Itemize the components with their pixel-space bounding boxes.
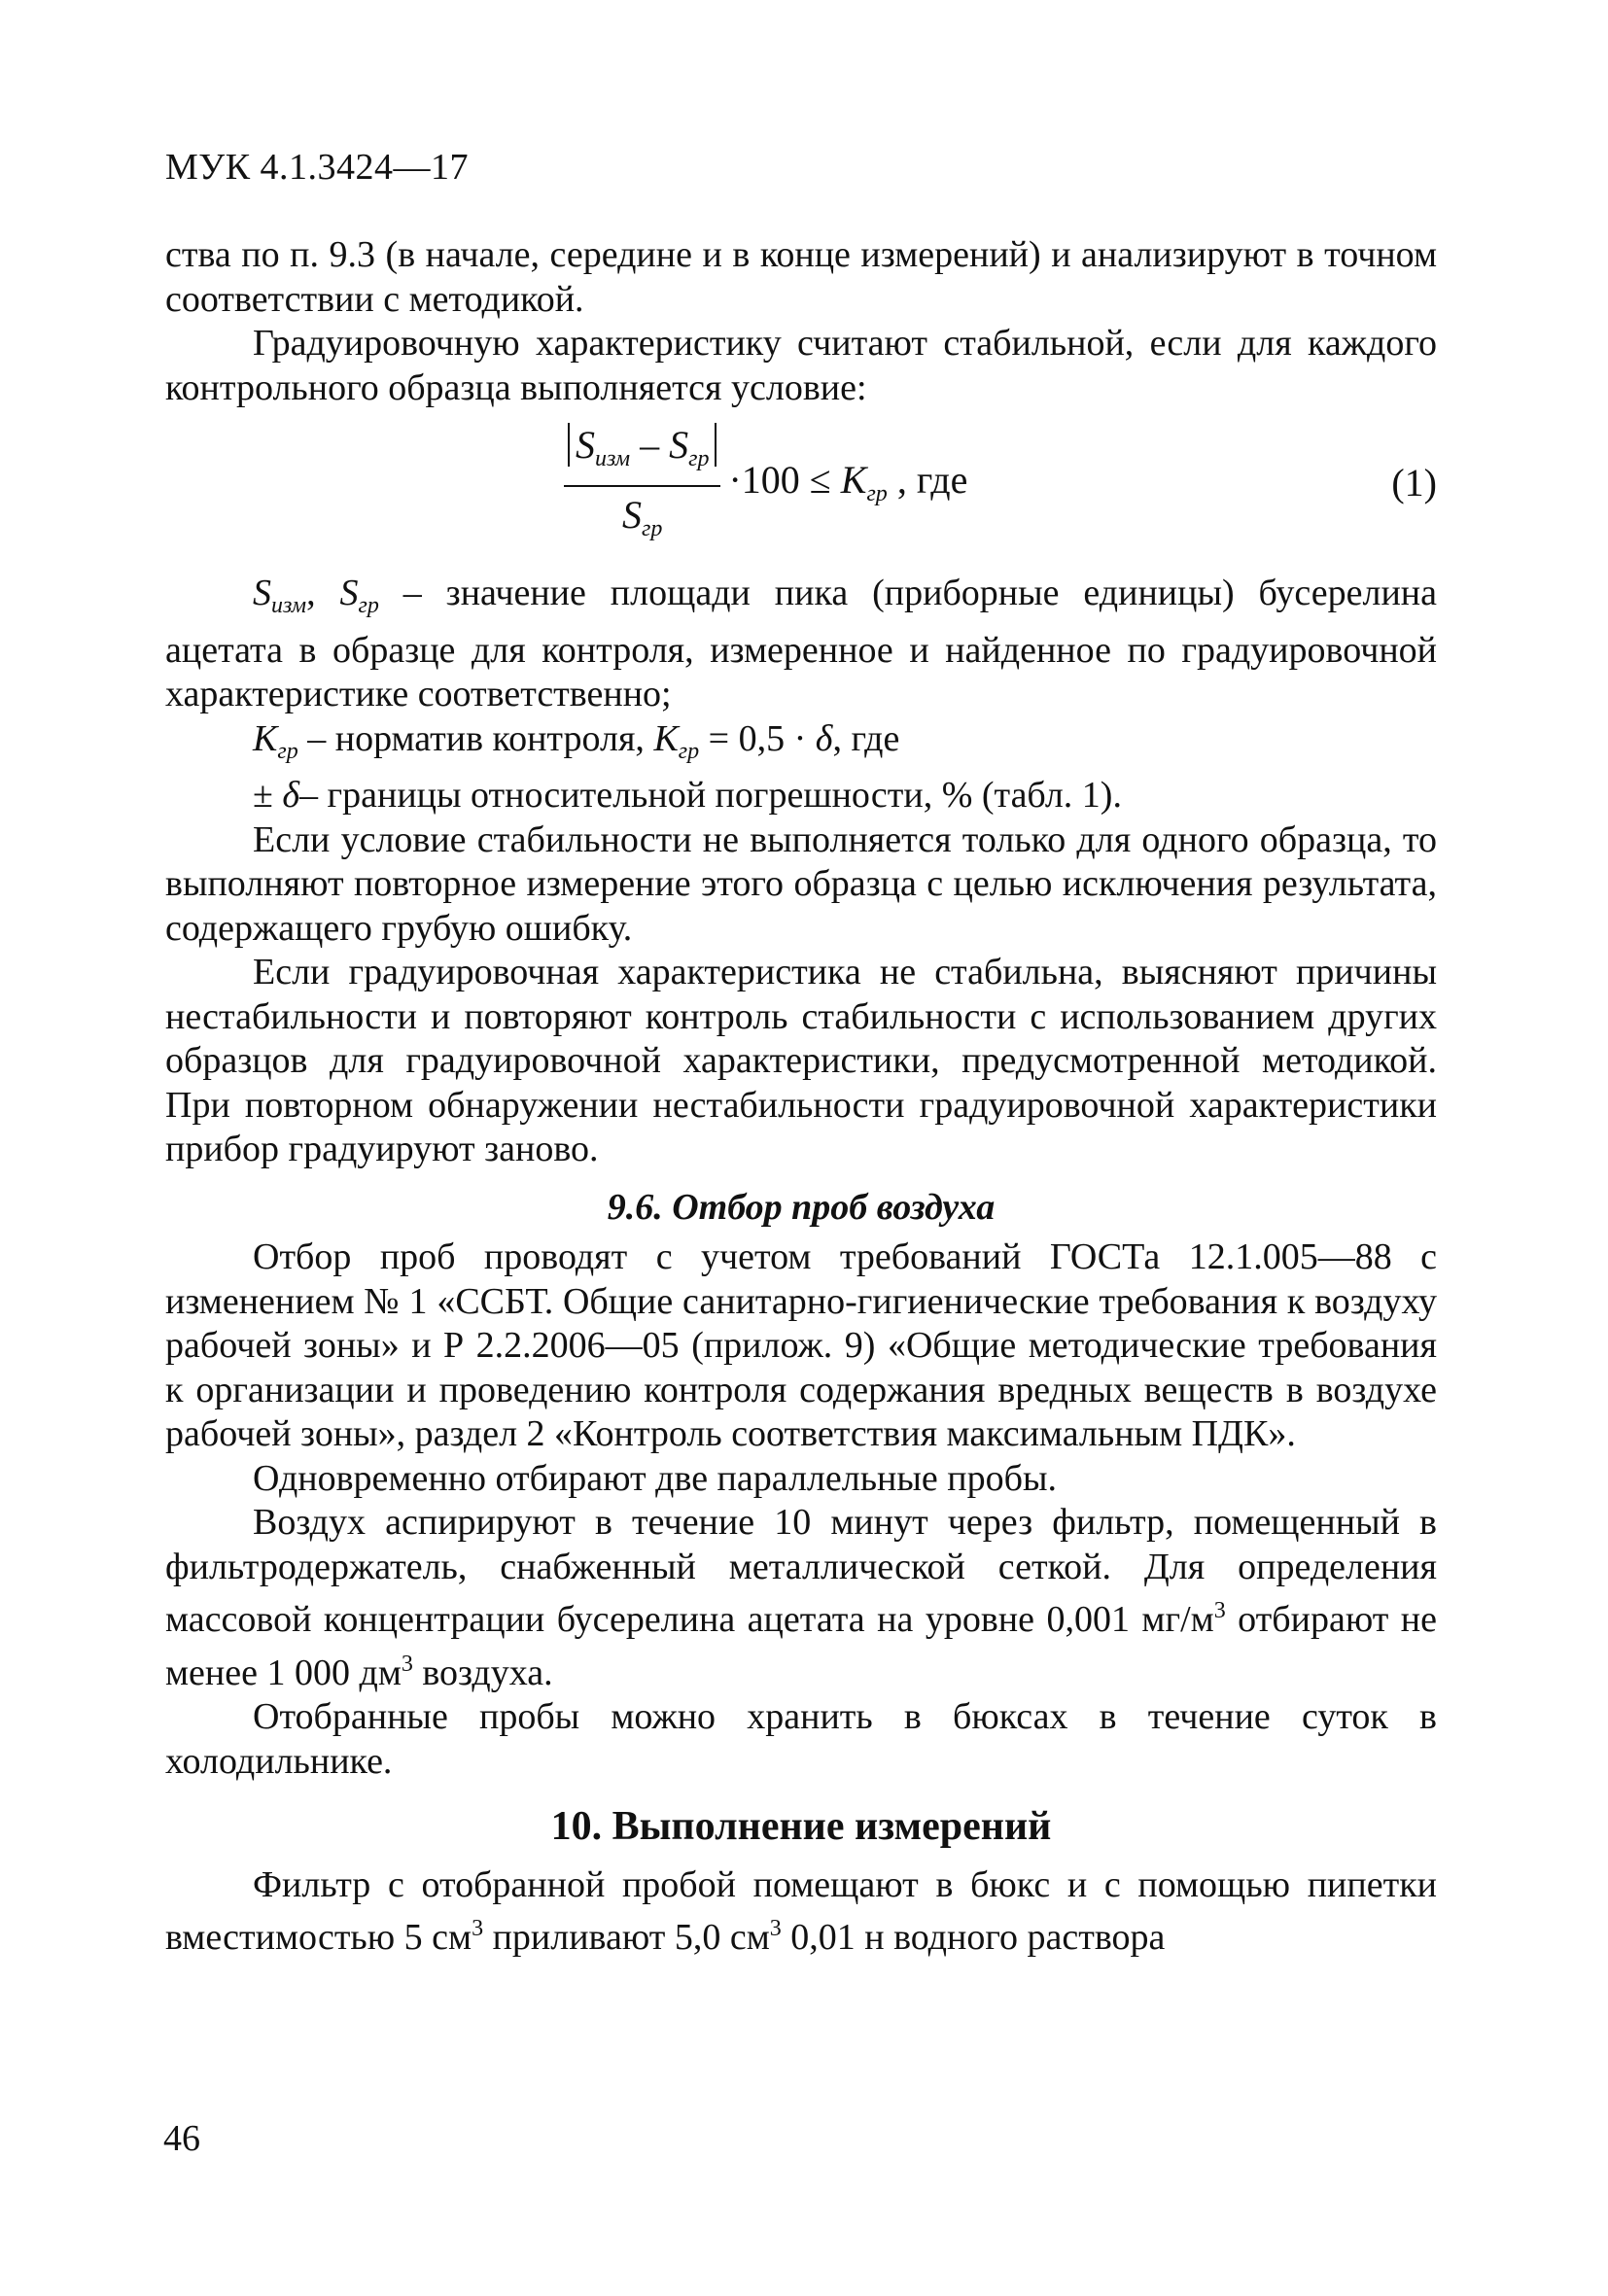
formula-comparison: $\cdot 100 \le K_{гр}$ , где: [728, 457, 968, 506]
paragraph-continuation: ства по п. 9.3 (в начале, середине и в конце измерений) и анализируют в точном соответствии с методикой.: [165, 234, 1437, 320]
paragraph-aspiration: Воздух аспирируют в течение 10 минут через фильтр, помещенный в фильтродержатель, снабженный металлической сеткой. Для определения массовой концентрации бусерелина ацетата на уровне 0,001 $мг/м^3$ отбирают не менее 1 000 $дм^3$ воздуха.: [165, 1502, 1438, 1693]
section-heading: 10. Выполнение измерений: [550, 1804, 1052, 1849]
formula-block: [165, 414, 1437, 560]
paragraph-storage: Отобранные пробы можно хранить в бюксах в течение суток в холодильнике.: [165, 1696, 1437, 1782]
paragraph-stability-intro: Градуировочную характеристику считают стабильной, если для каждого контрольного образца выполняется условие:: [165, 323, 1437, 408]
page-number: 46: [163, 2118, 200, 2159]
stability-formula: [564, 414, 967, 560]
paragraph-parallel-samples: Одновременно отбирают две параллельные пробы.: [253, 1457, 1057, 1499]
paragraph-delta-definition: ± δ– границы относительной погрешности, % (табл. 1).: [253, 775, 1122, 816]
document-body: [165, 233, 1437, 1961]
paragraph-stability-fail: Если градуировочная характеристика не стабильна, выясняют причины нестабильности и повторяют контроль стабильности с использованием других образцов для градуировочной характеристики, предусмотренной методикой. При повторном обнаружении нестабильности градуировочной характеристики прибор градуируют заново.: [165, 952, 1437, 1169]
paragraph-k-definition: $K_{гр}$ – норматив контроля, $K_{гр} = 0,5 \cdot \delta$, где: [253, 717, 900, 764]
formula-denominator: $S_{гр}$: [622, 493, 663, 541]
formula-numerator: [564, 423, 720, 488]
paragraph-measurement: Фильтр с отобранной пробой помещают в бюкс и с помощью пипетки вместимостью 5 $см^3$ приливают 5,0 $см^3$ 0,01 н водного раствора: [165, 1863, 1437, 1958]
document-code-header: МУК 4.1.3424—17: [165, 147, 470, 188]
subsection-heading: 9.6. Отбор проб воздуха: [607, 1186, 996, 1228]
paragraph-stability-fail-one: Если условие стабильности не выполняется только для одного образца, то выполняют повторное измерение этого образца с целью исключения результата, содержащего грубую ошибку.: [165, 818, 1437, 949]
paragraph-sampling-standards: Отбор проб проводят с учетом требований ГОСТа 12.1.005—88 с изменением № 1 «ССБТ. Общие санитарно-гигиенические требования к воздуху рабочей зоны» и Р 2.2.2006—05 (прилож. 9) «Общие методические требования к организации и проведению контроля содержания вредных веществ в воздухе рабочей зоны», раздел 2 «Контроль соответствия максимальным ПДК».: [165, 1236, 1437, 1454]
formula-number: (1): [1391, 461, 1437, 504]
formula-absolute-value: $S_{изм} - S_{гр}$: [568, 423, 717, 467]
formula-fraction: [564, 423, 720, 552]
paragraph-s-definition: $S_{изм}$, $S_{гр}$ – значение площади пика (приборные единицы) бусерелина ацетата в образце для контроля, измеренное и найденное по градуировочной характеристике соответственно;: [165, 573, 1437, 714]
